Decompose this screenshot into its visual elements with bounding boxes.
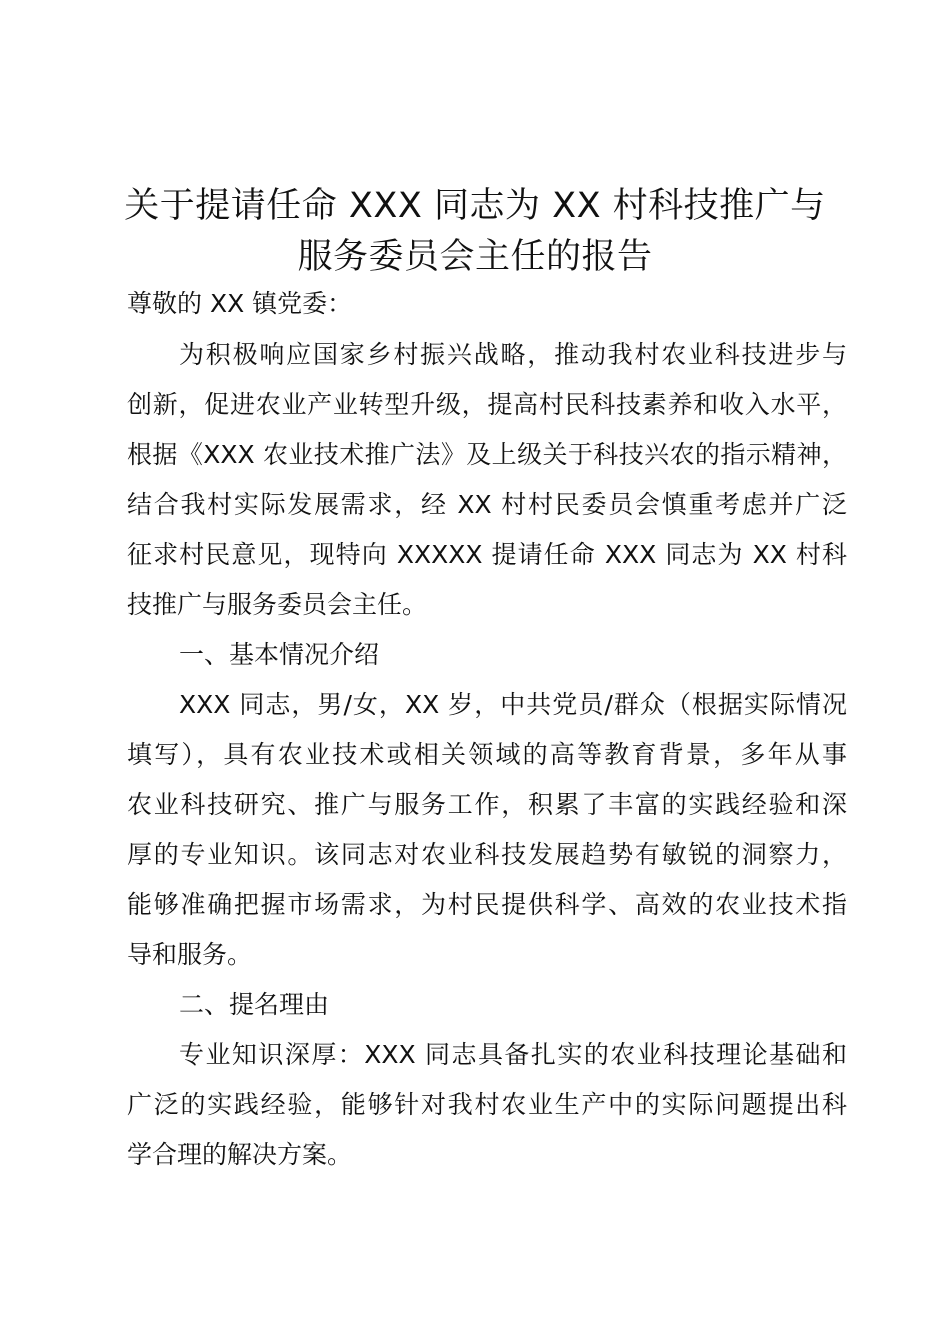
section-heading: 二、提名理由: [179, 990, 330, 1019]
paragraph-line: 导和服务。: [127, 940, 253, 969]
paragraph-line: 结合我村实际发展需求，经 XX 村村民委员会慎重考虑并广泛: [127, 490, 847, 519]
paragraph-line: 填写），具有农业技术或相关领域的高等教育背景，多年从事: [127, 740, 847, 769]
paragraph-line: 厚的专业知识。该同志对农业科技发展趋势有敏锐的洞察力，: [127, 840, 847, 869]
document-title-line-1: 关于提请任命 XXX 同志为 XX 村科技推广与: [124, 186, 826, 226]
paragraph-line: 农业科技研究、推广与服务工作，积累了丰富的实践经验和深: [127, 790, 847, 819]
paragraph-line: XXX 同志，男/女，XX 岁，中共党员/群众（根据实际情况: [179, 690, 847, 719]
paragraph-line: 广泛的实践经验，能够针对我村农业生产中的实际问题提出科: [127, 1090, 847, 1119]
document-title-line-2: 服务委员会主任的报告: [297, 237, 653, 277]
paragraph-line: 能够准确把握市场需求，为村民提供科学、高效的农业技术指: [127, 890, 847, 919]
paragraph-line: 根据《XXX 农业技术推广法》及上级关于科技兴农的指示精神，: [127, 440, 847, 469]
paragraph-line: 专业知识深厚：XXX 同志具备扎实的农业科技理论基础和: [179, 1040, 847, 1069]
paragraph-line: 创新，促进农业产业转型升级，提高村民科技素养和收入水平，: [127, 390, 847, 419]
section-heading: 一、基本情况介绍: [179, 640, 380, 669]
salutation: 尊敬的 XX 镇党委：: [127, 289, 353, 318]
paragraph-line: 技推广与服务委员会主任。: [127, 590, 428, 619]
paragraph-line: 为积极响应国家乡村振兴战略，推动我村农业科技进步与: [179, 340, 847, 369]
paragraph-line: 征求村民意见，现特向 XXXXX 提请任命 XXX 同志为 XX 村科: [127, 540, 847, 569]
paragraph-line: 学合理的解决方案。: [127, 1140, 353, 1169]
